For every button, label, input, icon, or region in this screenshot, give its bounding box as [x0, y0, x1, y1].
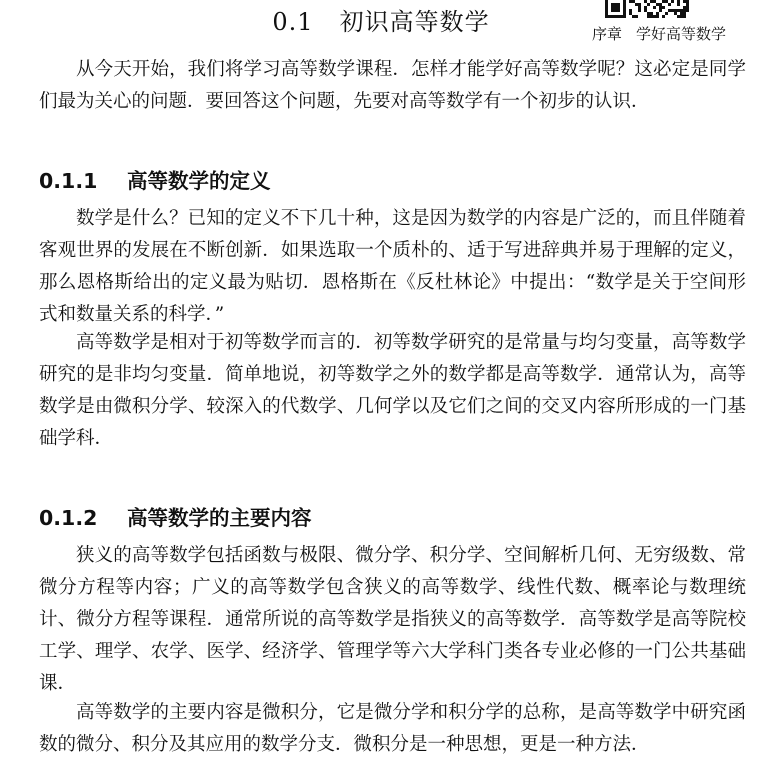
content-paragraph-1: 狭义的高等数学包括函数与极限、微分学、积分学、空间解析几何、无穷级数、常微分方程等内容；广义的高等数学包含狭义的高等数学、线性代数、概率论与数理统计、微分方程等课程．通常所说的高等数学是指狭义的高等数学．高等数学是高等院校工学、理学、农学、医学、经济学、管理学等六大学科门类各专业必修的一门公共基础课．	[39, 545, 746, 694]
subsection-number: 0.1.2	[39, 506, 98, 530]
section-title-text: 初识高等数学	[339, 8, 490, 36]
running-head-title: 学好高等数学	[635, 25, 726, 43]
subsection-title: 高等数学的定义	[127, 169, 271, 193]
subsection-heading-0-1-2	[39, 504, 312, 532]
running-head-chapter: 序章	[591, 25, 622, 43]
subsection-heading-0-1-1	[39, 167, 271, 195]
subsection-number: 0.1.1	[39, 169, 98, 193]
running-head	[592, 23, 726, 45]
intro-paragraph: 从今天开始，我们将学习高等数学课程．怎样才能学好高等数学呢？这必定是同学们最为关心的问题．要回答这个问题，先要对高等数学有一个初步的认识．	[39, 59, 746, 112]
content-paragraph-2: 高等数学的主要内容是微积分，它是微分学和积分学的总称，是高等数学中研究函数的微分、积分及其应用的数学分支．微积分是一种思想，更是一种方法．	[39, 702, 746, 755]
definition-paragraph-2: 高等数学是相对于初等数学而言的．初等数学研究的是常量与均匀变量，高等数学研究的是非均匀变量．简单地说，初等数学之外的数学都是高等数学．通常认为，高等数学是由微积分学、较深入的代数学、几何学以及它们之间的交叉内容所形成的一门基础学科．	[39, 332, 746, 449]
subsection-title: 高等数学的主要内容	[127, 506, 312, 530]
definition-paragraph-1: 数学是什么？已知的定义不下几十种，这是因为数学的内容是广泛的，而且伴随着客观世界的发展在不断创新．如果选取一个质朴的、适于写进辞典并易于理解的定义，那么恩格斯给出的定义最为贴切．恩格斯在《反杜林论》中提出：“数学是关于空间形式和数量关系的科学．”	[39, 208, 746, 325]
section-number: 0.1	[272, 8, 314, 36]
